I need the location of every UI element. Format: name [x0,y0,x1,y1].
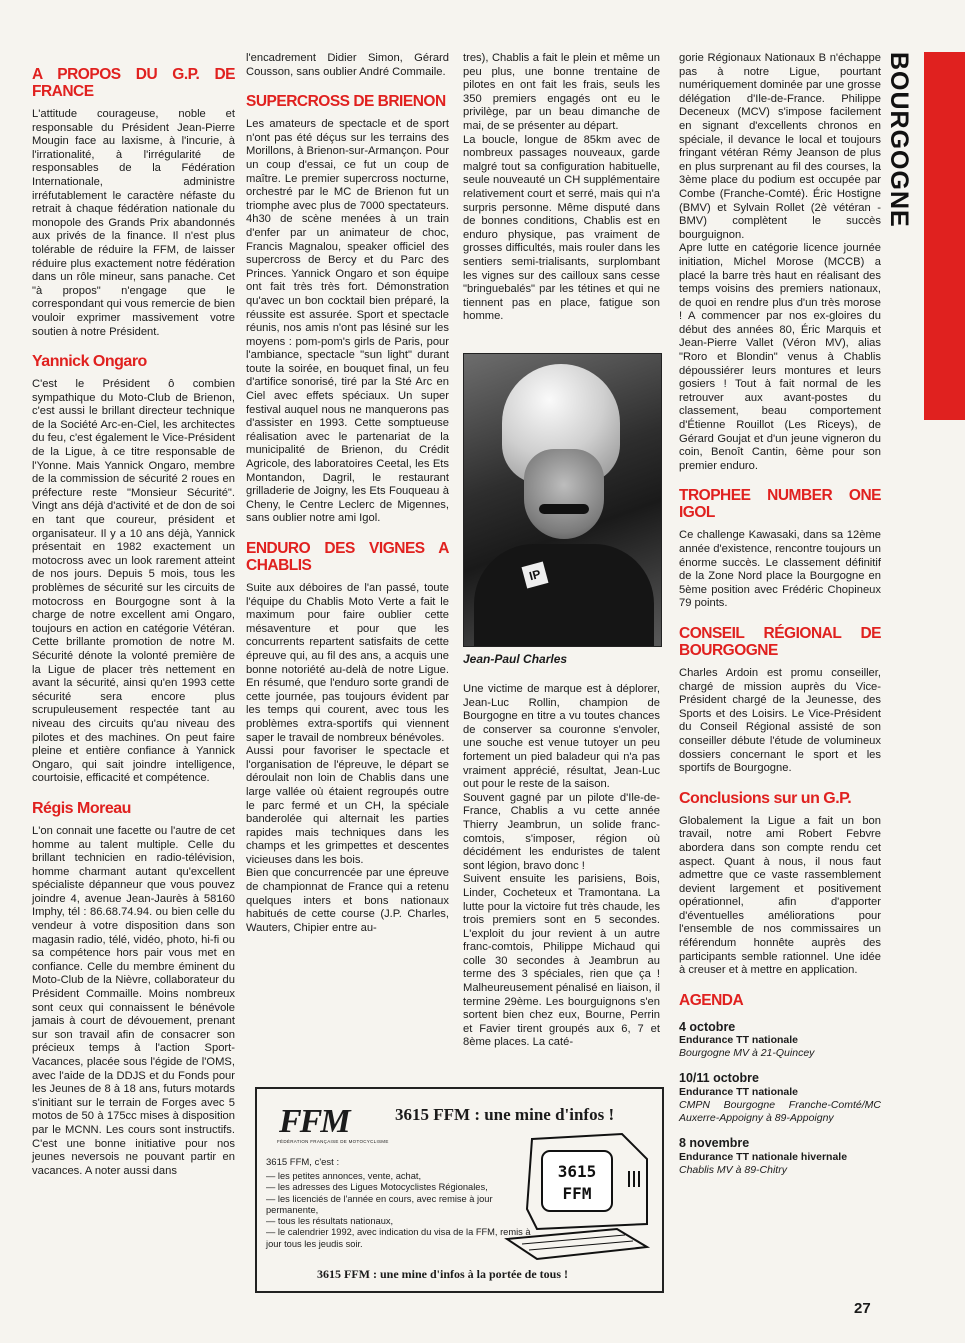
article-jeambrun: Souvent gagné par un pilote d'Ile-de-France, Chablis a vu cette année Thierry Jeambrun, un solide franc-comtois, s'imposer, région où décidément les enduristes de talent sont légion, bravo donc ! [463,791,660,872]
article-chablis-boucle: La boucle, longue de 85km avec de nombreux passages nouveaux, garde malgré tout sa configuration habituelle, seule nouveauté un CH supplémentaire relativement court et serré, mais qui n'a surpris personne. Même disputé dans de bonnes conditions, Chablis est en enduro physique, pas vraiment de grosses difficultés, mais rouler dans les sentiers semi-trialisants, surplombant les vignes sur des cailloux sans cesse "bringuebalés" par les tétines et qui ne tiennent pas en place, fatigue son homme. [463,133,660,323]
ffm-logo-subtitle: FÉDÉRATION FRANÇAISE DE MOTOCYCLISME [277,1139,389,1144]
minitel-screen-number: 3615 [557,1162,597,1181]
article-rollin: Une victime de marque est à déplorer, Jean-Luc Rollin, champion de Bourgogne en titre a vu toutes chances de conserver sa couronne s'envoler, une souche est venue tutoyer un peu fortement un pied baladeur qui n'a pas vraiment apprécié, résultat, Jean-Luc out pour le reste de la saison. [463,683,660,791]
ad-feature-item: — les licenciés de l'année en cours, avec remise à jour permanente, [266,1193,493,1215]
photo-face [524,449,604,539]
heading-trophee-igol: TROPHEE NUMBER ONE IGOL [679,487,881,522]
ad-intro: 3615 FFM, c'est : [266,1157,340,1168]
article-conseil: Charles Ardoin est promu conseiller, chargé de mission auprès du Vice-Président chargé de la Jeunesse, des Sports et des Loisirs. Le Vice-Président du Conseil Régional assisté de son conseiller débute l'étude de volumineux dossiers concernant le sport et les sportifs de Bourgogne. [679,666,881,775]
heading-regis-moreau: Régis Moreau [32,799,131,817]
heading-agenda: AGENDA [679,991,744,1009]
agenda-item [679,1137,881,1177]
column-4 [679,52,881,1177]
agenda-date: 4 octobre [679,1019,736,1034]
agenda-item [679,1072,881,1125]
photo-rider-body [474,544,654,647]
article-enduro-p1: Suite aux déboires de l'an passé, toute l'équipe du Chablis Moto Verte a fait le maximum pour faire oublier cette mésaventure et pour que les concurrents repartent satisfaits de cette épreuve qui, au fil des ans, a acquis une bonne notoriété au-delà de notre Ligue. En résumé, que l'enduro sorte grandi de cette journée, pas toujours évident par les temps qui courent, avec tous les problèmes extra-sportifs qui viennent saper le travail de nombreux bénévoles. [246,582,449,744]
heading-conseil-regional: CONSEIL RÉGIONAL DE BOURGOGNE [679,624,881,659]
column-3-top [463,52,660,324]
article-suivent: Suivent ensuite les parisiens, Bois, Linder, Cocheteux et Tramontana. La lutte pour la victoire fut très chaude, les trois premiers sont en 5 secondes. L'exploit du jour revient à un autre franc-comtois, Philippe Michaud qui colle 30 secondes à Jeambrun au terme des 3 spéciales, rien que ça ! Malheureusement pénalisé en liaison, il termine 29ème. Les bourguignons s'en sortent bien chez eux, Bourne, Perrin et Favier tirent groupés aux 6, 7 et 8ème places. La caté- [463,873,660,1049]
article-enduro-p2: Aussi pour favoriser le spectacle et l'organisation de l'épreuve, le départ se déroulait non loin de Chablis dans une large vallée où étaient regroupés outre le parc fermé et un CH, la spéciale banderolée qui alternait les parties rapides mais techniques dans les champs et les grimpettes et descentes vicieuses dans les bois. [246,745,449,866]
article-yannick-ongaro: C'est le Président ô combien sympathique du Moto-Club de Brienon, c'est aussi le brillant directeur technique de la Société Arc-en-Ciel, les architectes du feu, c'est également le Vice-Président de la Ligue, à ce titre responsable de l'Yonne. Mais Yannick Ongaro, membre de la commission de sécurité 2 roues en préfecture reste "Monsieur Sécurité". Vingt ans déjà d'activité et de don de soi en tant que coureur, président et organisateur. Il y a 10 ans déjà, Yannick présentait en 1982 exactement un motocross avec un look rarement atteint de nos jours. Depuis 5 mois, tous les problèmes de sécurité sur les circuits de motocross en Bourgogne sont à la charge de notre excellent ami Ongaro, toujours en action en catégorie Vétéran. Cette brillante promotion de notre M. Sécurité dénote la volonté première de la Ligue de placer très nettement en avant la sécurité, ainsi qu'en 1993 cette sécurité sera encore plus scrupuleusement respectée tant au niveau des circuits qu'au niveau des pilotes et des machines. On peut faire pleine et entière confiance à Yannick Ongaro, qui sait joindre intelligence, courtoisie, efficacité et compétence. [32,378,235,785]
agenda-event: Endurance TT nationale hivernale [679,1150,848,1163]
ad-feature-item: — les petites annonces, vente, achat, [266,1171,422,1181]
rider-photo [463,353,662,647]
ad-feature-item: — les adresses des Ligues Motocyclistes Régionales, [266,1182,488,1193]
article-supercross: Les amateurs de spectacle et de sport n'ont pas été déçus sur les terrains des Morillons, à Brienon-sur-Armançon. Pour un coup d'essai, ce fut un coup de maître. Le premier supercross nocturne, orchestré par le MC de Brienon fut un triomphe avec plus de 7000 spectateurs. 4h30 de scène menées à un train d'enfer par un animateur de choc, Francis Magnalou, speaker officiel des supercross de Bercy et du Parc des Princes. Yannick Ongaro et son équipe ont fait très très fort. Démonstration qu'avec un bon cocktail bien préparé, la réussite est assurée. Sport et spectacle réunis, nos amis n'ont pas lésiné sur les moyens : pom-pom's girls de Paris, pour l'ambiance, spectacle "sun light" durant toute la soirée, en bouquet final, un feu d'artifice sonorisé, tiré par la Sté Arc en Ciel avec effets spéciaux. Un super festival auquel nous ne manquerons pas d'assister en 1993. Cette somptueuse réalisation avec le partenariat de la municipalité de Brienon, du Crédit Agricole, des laboratoires Ceetal, les Ets Montandon, Dagril, le restaurant grilladerie de Joigny, les Ets Fouqueau à Cheny, le Centre Leclerc de Migennes, sans oublier notre ami Igol. [246,118,449,525]
ad-feature-item: — tous les résultats nationaux, [266,1216,394,1227]
heading-supercross-brienon: SUPERCROSS DE BRIENON [246,93,446,111]
page-number: 27 [854,1300,871,1317]
side-red-tab [924,52,965,420]
column-1 [32,52,235,1178]
article-initiation: Apre lutte en catégorie licence journée initiation, Michel Morose (MCCB) a placé la barre très haut en réalisant des temps voisins des premiers nationaux, de quoi en rendre plus d'un très morose ! A commencer par nos ex-gloires du début des années 80, Éric Marquis et Jean-Pierre Vallet (Véron MV), alias "Roro et Blondin" venus à Chablis dépoussiérer leurs montures et leurs gosiers ! Tout à fait normal de les retrouver aux avant-postes du classement, beau comportement d'Étienne Rouillot (Les Riceys), de Gérard Goujat et d'un jeune vigneron du coin, Benoît Cantin, 6ème pour son premier enduro. [679,242,881,472]
side-tab-label: BOURGOGNE [885,52,913,228]
ad-feature-list [266,1171,536,1250]
agenda-item [679,1021,881,1061]
agenda-place: Bourgogne MV à 21-Quincey [679,1047,815,1060]
agenda-place: Chablis MV à 89-Chitry [679,1163,787,1176]
agenda-place: CMPN Bourgogne Franche-Comté/MC Auxerre-Appoigny à 89-Appoigny [679,1099,881,1125]
ad-feature-item: — le calendrier 1992, avec indication du visa de la FFM, remis à jour tous les jeudis soir. [266,1227,531,1249]
article-conclusions: Globalement la Ligue a fait un bon travail, notre ami Robert Febvre abordera dans son compte rendu cet aspect. Quant à nous, il nous faut admettre que ce vaste rassemblement devient largement et positivement opérationnel, afin d'apporter d'éventuelles améliorations pour l'ensemble de nos commissaires un référendum honnête auprès des participants semble rationnel. Une idée à creuser et à mettre en application. [679,814,881,977]
agenda-event: Endurance TT nationale [679,1034,799,1047]
minitel-icon [497,1129,657,1269]
article-regionaux: gorie Régionaux Nationaux B n'échappe pas à notre Ligue, pourtant numériquement dominée par une grosse délégation d'Ile-de-France. Philippe Deceneux (MCV) s'impose facilement en signant d'excellents chronos en spéciale, il devance le local et toujours fringant vétéran Rémy Jeanson de plus en plus surprenant au fil des courses, la 3ème place du podium est occupée par Combe (Franche-Comté). Éric Hostigne (BMV) et Sylvain Rollet (2è vétéran - BMV) complètent le succès bourguignon. [679,52,881,241]
ad-title: 3615 FFM : une mine d'infos ! [395,1105,615,1124]
ffm-logo: FFM [279,1103,349,1140]
column-3-bottom [463,683,660,1050]
heading-conclusions: Conclusions sur un G.P. [679,789,852,807]
ffm-minitel-ad [255,1087,664,1293]
ad-footer: 3615 FFM : une mine d'infos à la portée de tous ! [317,1267,568,1281]
article-enduro-p3: Bien que concurrencée par une épreuve de championnat de France qui a retenu quelques inters et bons nationaux habitués de cette course (J.P. Charles, Wauters, Chipier entre au- [246,867,449,934]
heading-enduro-chablis: ENDURO DES VIGNES A CHABLIS [246,540,449,574]
photo-badge: IP [522,562,549,589]
heading-gp-france: A PROPOS DU G.P. DE FRANCE [32,66,235,100]
photo-moustache [539,504,589,514]
agenda-event: Endurance TT nationale [679,1086,799,1099]
agenda-date: 10/11 octobre [679,1071,759,1086]
article-gp-france: L'attitude courageuse, noble et responsable du Président Jean-Pierre Mougin face au laxisme, à l'incurie, à l'irrationalité, à l'irrégularité de responsables de la Fédération Internationale, administre irréfutablement le caractère néfaste du retrait à chaque fédération nationale du monopole des Grands Prix abandonnés aux privés de la finance. Il n'est plus tolérable de réduire la FFM, de laisser réduire plus exactement notre fédération dans un rôle mineur, sans panache. Cet "à propos" n'engage que le correspondant qui vous remercie de bien vouloir exprimer massivement votre soutien à notre Président. [32,108,235,338]
article-trophee: Ce challenge Kawasaki, dans sa 12ème année d'existence, rencontre toujours un énorme succès. Le classement définitif de la Zone Nord place la Bourgogne en 5ème position avec Frédéric Chopineux 79 points. [679,529,881,610]
column-2 [246,52,449,935]
agenda-date: 8 novembre [679,1136,750,1151]
heading-yannick-ongaro: Yannick Ongaro [32,353,147,371]
article-continuation: l'encadrement Didier Simon, Gérard Cousson, sans oublier André Commaile. [246,52,449,78]
article-chablis-cont: tres), Chablis a fait le plein et même un peu plus, une bonne trentaine de pilotes en ont fait les frais, seuls les 350 premiers engagés ont eu le privilège, par un beau dimanche de mai, de se présenter au départ. [463,52,660,132]
article-regis-moreau: L'on connait une facette ou l'autre de cet homme au talent multiple. Celle du brillant technicien en radio-télévision, homme charmant autant qu'excellent spécialiste dépanneur que vous pouvez joindre 4, avenue Jean-Jaurès à 58160 Imphy, tél : 86.68.74.94. ou bien celle du vendeur à votre disposition dans son magasin radio, télé, vidéo, photo, hi-fi ou sa compétence hors pair vous met en confiance. Celle du membre éminent du Moto-Club de la Nièvre, collaborateur du Président Commaille. Moins nombreux sont ceux qui connaissent le bénévole jamais à court de dévouement, prenant sur son travail afin de consacrer son précieux temps à l'action Sport-Vacances, placée sous l'égide de l'OMS, avec l'aide de la DDJS et du Fonds pour les Jeunes de 8 à 18 ans, futurs motards s'initiant sur le terrain de Forges avec 5 motos de 50 à 175cc mises à disposition par le MCNN. Les cours sont instructifs. C'est une bonne initiative pour nos jeunes neversois ne pouvant partir en vacances. A noter aussi dans [32,824,235,1177]
minitel-screen-ffm: FFM [562,1184,592,1203]
photo-caption: Jean-Paul Charles [463,652,568,666]
